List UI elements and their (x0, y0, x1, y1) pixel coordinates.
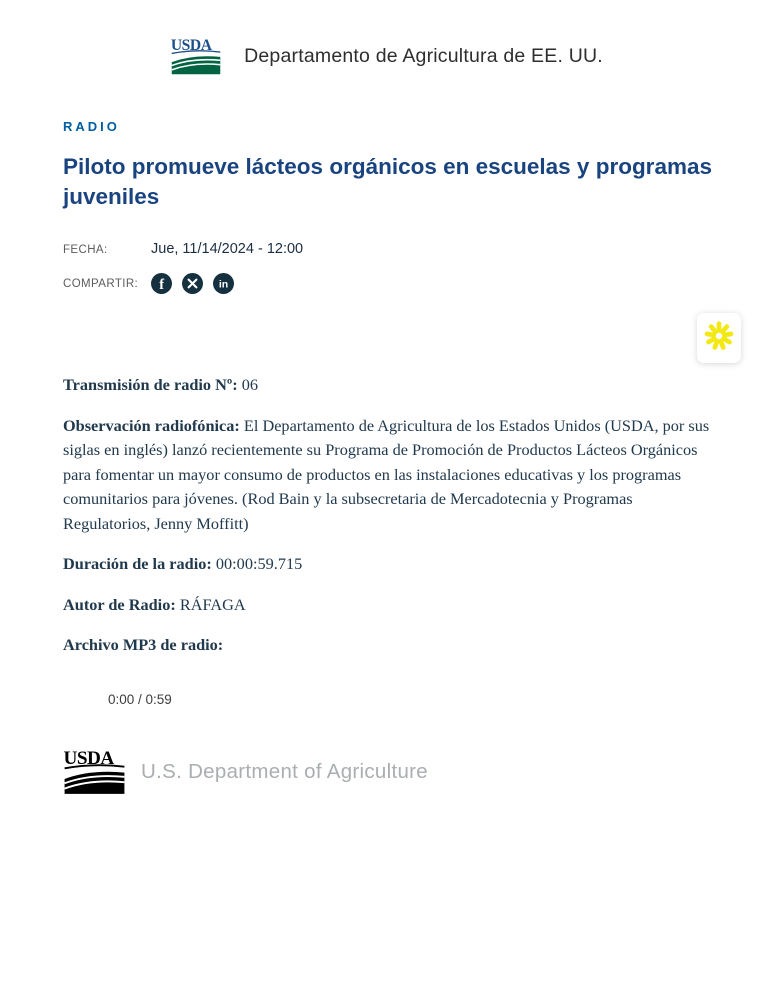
share-row (63, 273, 244, 294)
facebook-icon[interactable] (151, 273, 172, 294)
share-icons (151, 273, 244, 294)
linkedin-icon[interactable] (213, 273, 234, 294)
field-label: Duración de la radio: (63, 554, 212, 573)
field-transmission-number (63, 373, 716, 398)
field-label: Observación radiofónica: (63, 415, 240, 435)
field-label: Transmisión de radio Nº: (63, 375, 238, 394)
footer-usda-logo-text: USDA (63, 748, 114, 770)
footer-agency-name: U.S. Department of Agriculture (141, 759, 429, 783)
field-label: Autor de Radio: (63, 594, 176, 614)
article-body (63, 373, 716, 674)
field-author (63, 593, 716, 618)
usda-logo-text: USDA (170, 36, 212, 54)
audio-player[interactable] (63, 682, 713, 714)
svg-text:in: in (218, 278, 229, 291)
field-value: 06 (241, 375, 259, 394)
page-title: Piloto promueve lácteos orgánicos en escuelas y programas juveniles (63, 154, 712, 209)
header-agency-name: Departamento de Agricultura de EE. UU. (244, 44, 603, 67)
asterisk-icon (704, 321, 734, 356)
share-label: COMPARTIR: (63, 277, 139, 290)
date-label: FECHA: (63, 244, 108, 256)
field-duration (63, 552, 716, 577)
feedback-widget-button[interactable] (697, 313, 741, 363)
usda-logo[interactable] (170, 36, 222, 76)
svg-text:f: f (159, 277, 165, 293)
field-value: El Departamento de Agricultura de los Estados Unidos (USDA, por sus siglas en inglés) lanzó recientemente su Programa de Promoción de Productos Lácteos Orgánicos para fomentar un mayor consumo de productos en las instalaciones educativas y los programas comunitarios para jóvenes. (Rod Bain y la subsecretaria de Mercadotecnia y Programas Regulatorios, Jenny Moffitt) (63, 415, 710, 533)
site-header (0, 36, 773, 76)
field-observation (63, 414, 716, 537)
field-value: RÁFAGA (179, 594, 246, 614)
article-category-eyebrow: RADIO (63, 119, 120, 134)
date-value: Jue, 11/14/2024 - 12:00 (151, 241, 304, 257)
audio-time-display: 0:00 / 0:59 (108, 692, 172, 707)
field-value: 00:00:59.715 (215, 554, 303, 573)
field-label: Archivo MP3 de radio: (63, 635, 224, 654)
date-row (63, 241, 303, 257)
footer-usda-logo[interactable] (62, 748, 127, 795)
field-mp3-file (63, 633, 716, 658)
site-footer (62, 748, 428, 795)
x-icon[interactable] (182, 273, 203, 294)
